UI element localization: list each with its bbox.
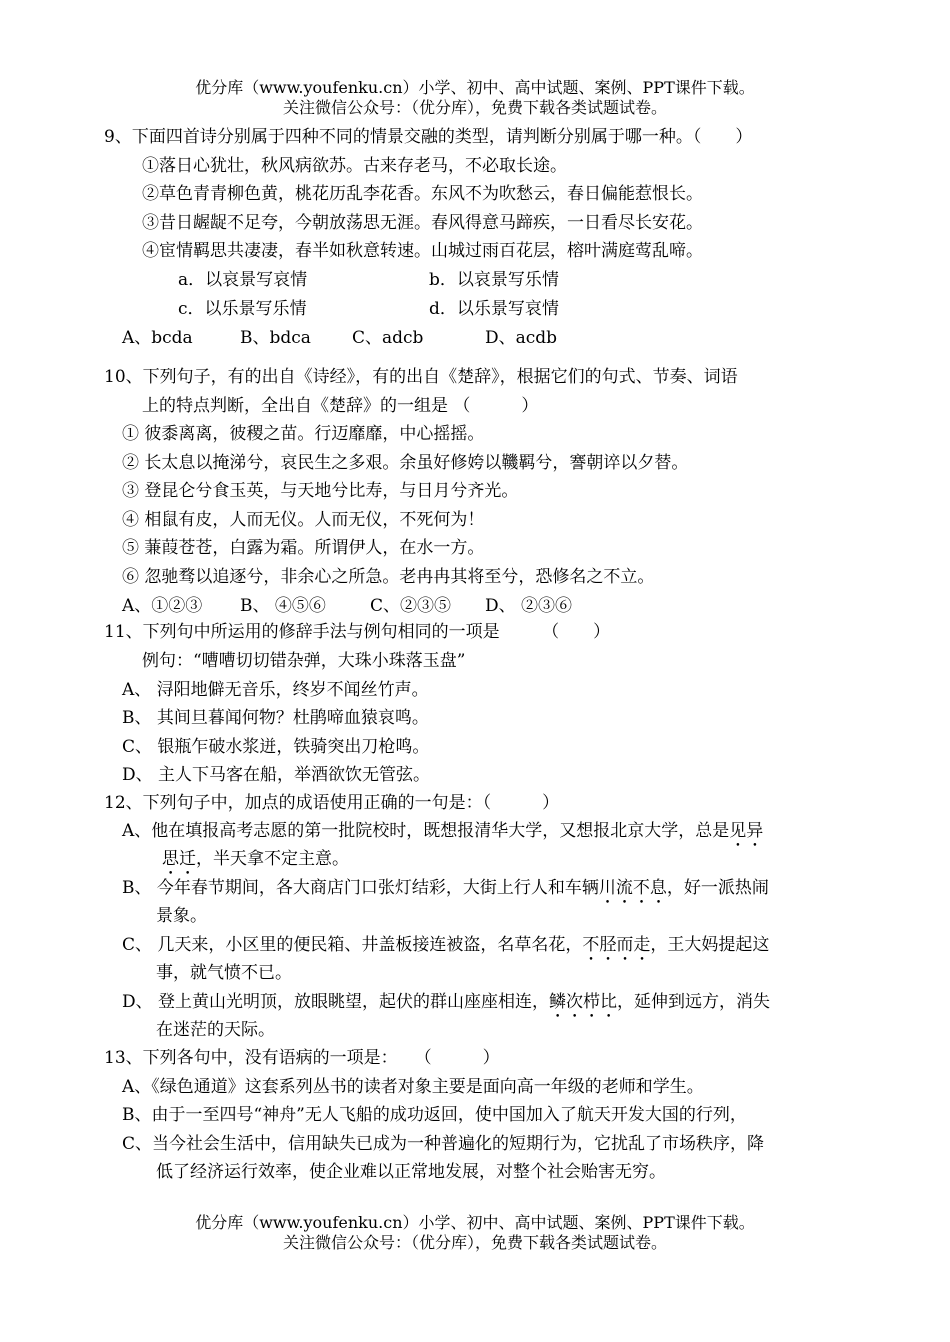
- q10-stem-1: 10、下列句子，有的出自《诗经》，有的出自《楚辞》，根据它们的句式、节奏、词语: [104, 367, 738, 387]
- q10-option-a: A、①②③: [122, 596, 203, 616]
- q12-b-text: B、 今年春节期间，各大商店门口张灯结彩，大街上行人和车辆: [122, 878, 599, 898]
- q9-option-a: A、bcda: [122, 328, 193, 348]
- q9-poem-1: ①落日心犹壮，秋风病欲苏。古来存老马，不必取长途。: [142, 156, 567, 176]
- q9-poem-2: ②草色青青柳色黄，桃花历乱李花香。东风不为吹愁云，春日偏能惹恨长。: [142, 184, 703, 204]
- q10-item-2: ② 长太息以掩涕兮，哀民生之多艰。余虽好修姱以鞿羁兮，謇朝谇以夕替。: [122, 453, 689, 473]
- q12-c-post: ，王大妈提起这: [650, 935, 770, 955]
- footer-line-2: 关注微信公众号：（优分库），免费下载各类试题试卷。: [282, 1233, 667, 1252]
- q12-a-text: A、他在填报高考志愿的第一批院校时，既想报清华大学，又想报北京大学，总是: [122, 821, 730, 841]
- q9-option-b: B、bdca: [240, 328, 311, 348]
- q13-option-c-cont: 低了经济运行效率，使企业难以正常地发展，对整个社会贻害无穷。: [156, 1162, 666, 1182]
- q10-item-6: ⑥ 忽驰骛以追逐兮，非余心之所急。老冉冉其将至兮，恐修名之不立。: [122, 567, 655, 587]
- q10-item-4: ④ 相鼠有皮，人而无仪。人而无仪，不死何为！: [122, 510, 485, 530]
- q9-stem: 9、下面四首诗分别属于四种不同的情景交融的类型，请判断分别属于哪一种。（ ）: [104, 127, 753, 147]
- q9-type-a: a．以哀景写哀情: [178, 270, 308, 290]
- q9-option-d: D、acdb: [485, 328, 558, 348]
- q13-option-b: B、由于一至四号“神舟”无人飞船的成功返回，使中国加入了航天开发大国的行列，: [122, 1105, 747, 1125]
- q11-option-a: A、 浔阳地僻无音乐，终岁不闻丝竹声。: [122, 680, 429, 700]
- q12-c-dotted-idiom: 不胫而走: [582, 935, 651, 955]
- q9-type-d: d．以乐景写哀情: [429, 299, 559, 319]
- q12-option-d-cont: 在迷茫的天际。: [156, 1020, 275, 1040]
- q11-example: 例句：“嘈嘈切切错杂弹，大珠小珠落玉盘”: [142, 651, 466, 671]
- q12-d-text: D、 登上黄山光明顶，放眼眺望，起伏的群山座座相连，: [122, 992, 550, 1012]
- q13-option-a: A、《绿色通道》这套系列丛书的读者对象主要是面向高一年级的老师和学生。: [122, 1077, 704, 1097]
- footer-line-1: 优分库（www.youfenku.cn）小学、初中、高中试题、案例、PPT课件下载。: [195, 1213, 755, 1232]
- q10-stem-2: 上的特点判断，全出自《楚辞》的一组是 （ ）: [142, 396, 539, 416]
- q12-option-b-cont: 景象。: [156, 906, 207, 926]
- q10-option-d: D、 ②③⑥: [485, 596, 573, 616]
- q12-b-dotted-idiom: 川流不息: [598, 878, 667, 898]
- q10-item-1: ① 彼黍离离，彼稷之苗。行迈靡靡，中心摇摇。: [122, 424, 485, 444]
- q9-type-b: b．以哀景写乐情: [429, 270, 559, 290]
- q12-option-c-cont: 事，就气愤不已。: [156, 963, 292, 983]
- q11-option-c: C、 银瓶乍破水浆迸，铁骑突出刀枪鸣。: [122, 737, 430, 757]
- q9-option-c: C、adcb: [352, 328, 424, 348]
- q12-option-b: [122, 875, 769, 908]
- header-line-1: 优分库（www.youfenku.cn）小学、初中、高中试题、案例、PPT课件下载。: [195, 78, 755, 97]
- q12-a-dotted-idiom-2: 思迁: [162, 849, 196, 869]
- q12-a-post: ，半天拿不定主意。: [196, 849, 349, 869]
- q12-d-dotted-idiom: 鳞次栉比: [549, 992, 618, 1012]
- q11-option-b: B、 其间旦暮闻何物？杜鹃啼血猿哀鸣。: [122, 708, 429, 728]
- q9-type-c: c．以乐景写乐情: [178, 299, 307, 319]
- q11-stem: 11、下列句中所运用的修辞手法与例句相同的一项是 （ ）: [104, 622, 611, 642]
- q10-item-3: ③ 登昆仑兮食玉英，与天地兮比寿，与日月兮齐光。: [122, 481, 519, 501]
- q10-option-c: C、②③⑤: [370, 596, 452, 616]
- q12-b-post: ，好一派热闹: [666, 878, 769, 898]
- q13-option-c: C、当今社会生活中，信用缺失已成为一种普遍化的短期行为，它扰乱了市场秩序，降: [122, 1134, 765, 1154]
- q12-stem: 12、下列句子中，加点的成语使用正确的一句是：（ ）: [104, 793, 560, 813]
- q12-d-post: ，延伸到远方，消失: [617, 992, 771, 1012]
- header-line-2: 关注微信公众号：（优分库），免费下载各类试题试卷。: [282, 98, 667, 117]
- q13-stem: 13、下列各句中，没有语病的一项是： （ ）: [104, 1048, 500, 1068]
- q12-a-dotted-idiom-1: 见异: [729, 821, 764, 841]
- q10-item-5: ⑤ 蒹葭苍苍，白露为霜。所谓伊人，在水一方。: [122, 538, 485, 558]
- q12-c-text: C、 几天来，小区里的便民箱、井盖板接连被盗，名草名花，: [122, 935, 583, 955]
- q9-poem-4: ④宦情羁思共凄凄，春半如秋意转速。山城过雨百花层，榕叶满庭莺乱啼。: [142, 241, 703, 261]
- q10-option-b: B、 ④⑤⑥: [240, 596, 326, 616]
- q11-option-d: D、 主人下马客在船，举酒欲饮无管弦。: [122, 765, 431, 785]
- q9-poem-3: ③昔日龌龊不足夸，今朝放荡思无涯。春风得意马蹄疾，一日看尽长安花。: [142, 213, 703, 233]
